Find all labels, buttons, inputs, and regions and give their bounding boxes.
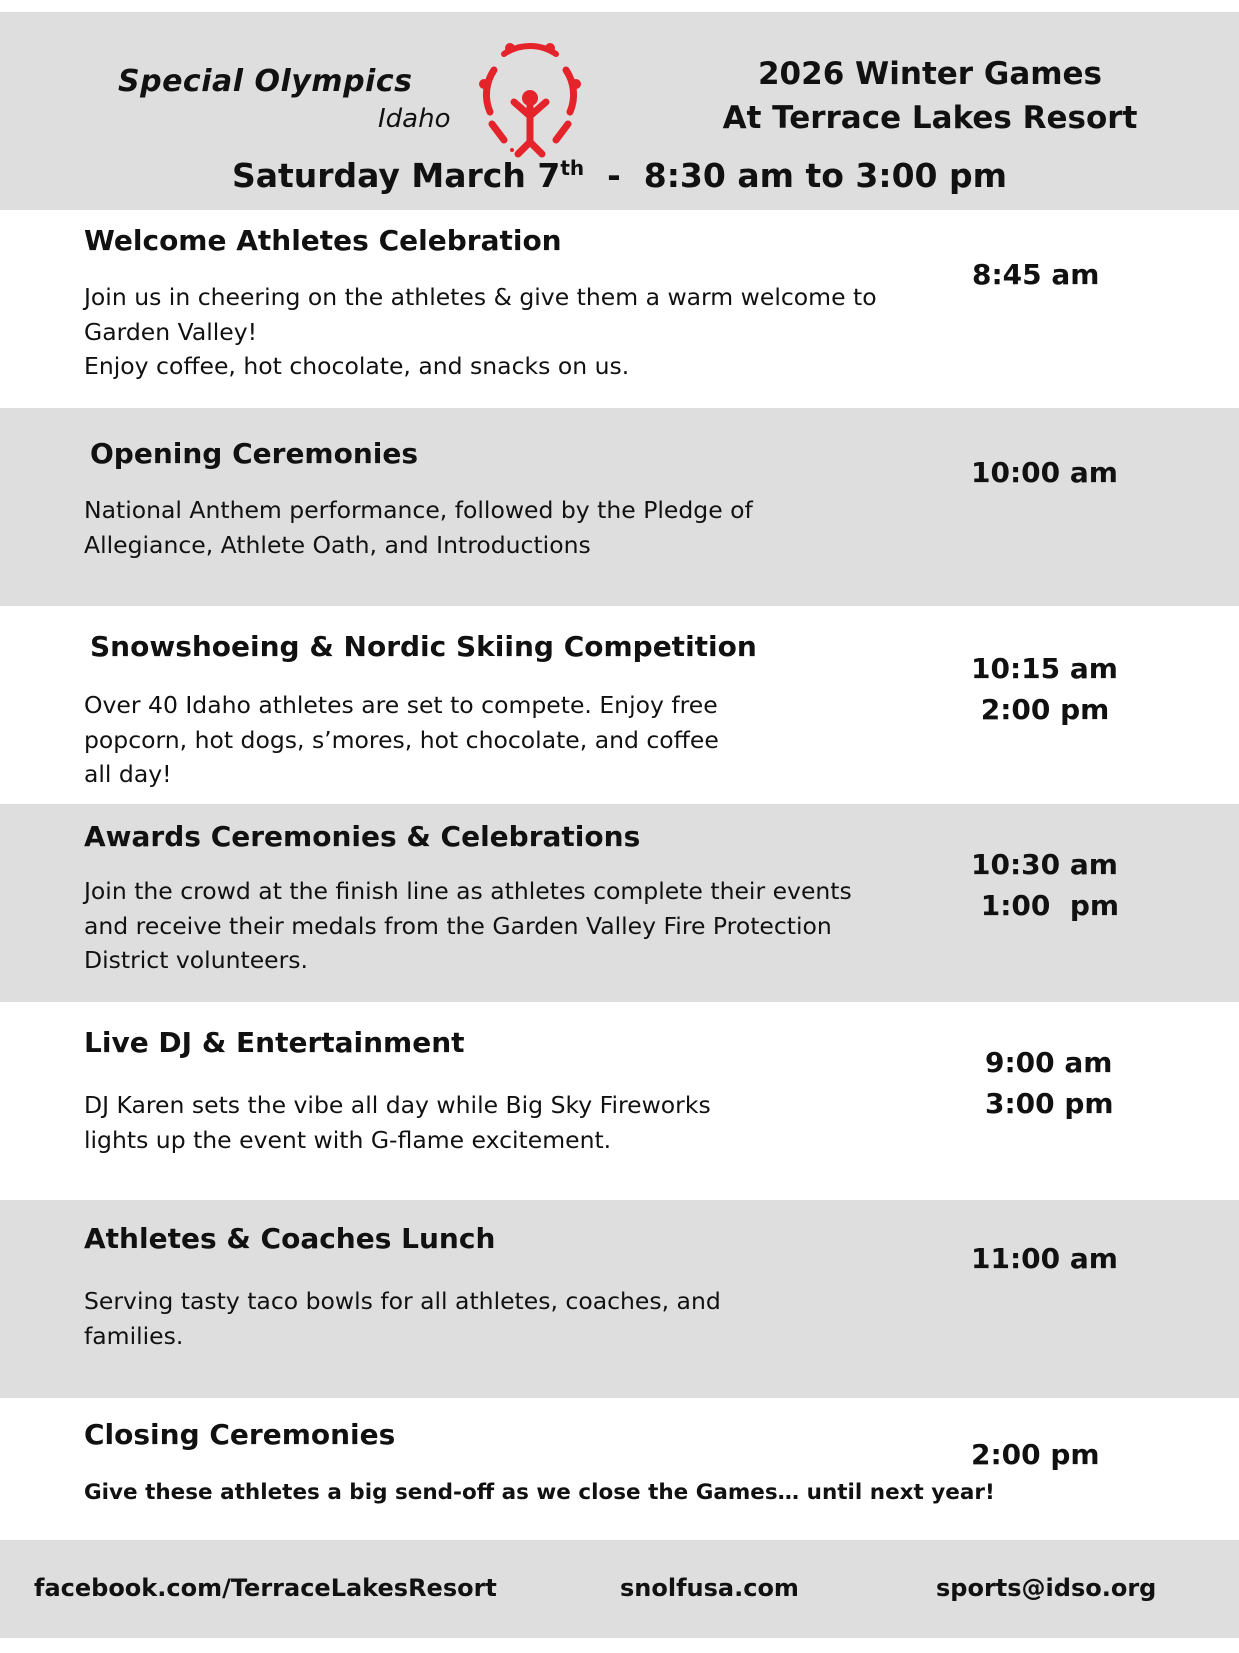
brand-name: Special Olympics xyxy=(118,64,413,99)
event-description: DJ Karen sets the vibe all day while Big Sky Fireworks lights up the event with G-flame excitement. xyxy=(84,1091,711,1154)
website-link[interactable]: snolfusa.com xyxy=(620,1574,799,1602)
event-time: 10:15 am 2:00 pm xyxy=(971,652,1118,726)
event-live-dj xyxy=(0,1002,1239,1200)
facebook-link[interactable]: facebook.com/TerraceLakesResort xyxy=(34,1574,497,1602)
event-time: 8:45 am xyxy=(972,258,1100,291)
header-banner xyxy=(0,12,1239,210)
footer xyxy=(0,1540,1239,1638)
event-awards-ceremonies xyxy=(0,804,1239,1002)
event-title: Athletes & Coaches Lunch xyxy=(84,1222,496,1255)
event-time: 10:00 am xyxy=(971,456,1118,489)
event-description: Join us in cheering on the athletes & give them a warm welcome to Garden Valley! Enjoy coffee, hot chocolate, and snacks on us. xyxy=(84,283,877,380)
event-snowshoeing-nordic xyxy=(0,606,1239,804)
event-description: Give these athletes a big send-off as we close the Games… until next year! xyxy=(84,1480,995,1505)
event-opening-ceremonies xyxy=(0,408,1239,606)
games-title: 2026 Winter Games At Terrace Lakes Resort xyxy=(722,56,1138,136)
event-athletes-lunch xyxy=(0,1200,1239,1398)
event-closing-ceremonies xyxy=(0,1398,1239,1540)
event-description: Join the crowd at the finish line as athletes complete their events and receive their medals from the Garden Valley Fire Protection District volunteers. xyxy=(84,877,852,974)
event-title: Opening Ceremonies xyxy=(90,437,419,470)
event-time: 11:00 am xyxy=(971,1242,1118,1275)
event-title: Snowshoeing & Nordic Skiing Competition xyxy=(90,630,757,663)
event-date: Saturday March 7th - 8:30 am to 3:00 pm xyxy=(231,156,1008,195)
event-description: Over 40 Idaho athletes are set to compete. Enjoy free popcorn, hot dogs, s’mores, hot chocolate, and coffee all day! xyxy=(84,691,719,788)
event-title: Live DJ & Entertainment xyxy=(84,1026,465,1059)
brand-subtitle: Idaho xyxy=(378,104,451,134)
event-time: 10:30 am 1:00 pm xyxy=(971,848,1120,922)
event-time: 2:00 pm xyxy=(971,1438,1100,1471)
event-welcome-athletes xyxy=(0,210,1239,408)
event-time: 9:00 am 3:00 pm xyxy=(985,1046,1114,1120)
event-description: Serving tasty taco bowls for all athletes, coaches, and families. xyxy=(84,1287,721,1350)
email-link[interactable]: sports@idso.org xyxy=(936,1574,1157,1602)
event-description: National Anthem performance, followed by the Pledge of Allegiance, Athlete Oath, and Introductions xyxy=(84,496,753,559)
special-olympics-logo-icon xyxy=(470,40,590,158)
event-title: Welcome Athletes Celebration xyxy=(84,224,562,257)
event-title: Awards Ceremonies & Celebrations xyxy=(84,820,641,853)
event-title: Closing Ceremonies xyxy=(84,1418,396,1451)
